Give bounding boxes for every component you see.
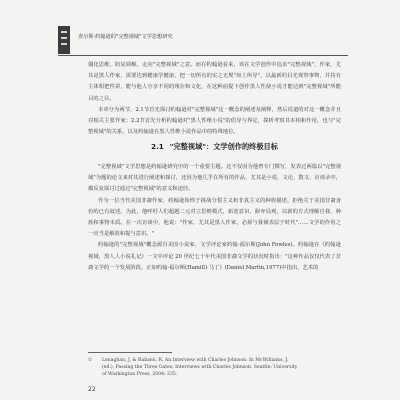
paragraph: 僵化思维，防复调解，走向"完整视域"之意。而在约翰逊看来，该在文学创作中追求"完整视域"，作家，尤其是黑人作家，需要达到健康学健康，把一切所有的实之无规"如上所导"，以最新的目光观察事物，并持有主体相把性讲，能与他人分享不同的残存和文化，在这种前提下创作黑人性使小说才能达到"完整视域"所能目的之目。 — [88, 62, 341, 102]
footnote-mark: ① — [88, 358, 93, 363]
footnote-rule — [88, 352, 172, 353]
header-rule — [58, 55, 348, 56]
chapter-tab-marker — [58, 26, 70, 54]
paragraph: "完整视域"文学思想是约翰逊研究中的一个重要主题。这不仅因为他曾专门撰写，发表过两篇以"完整视域"为题的论文来对其进行阐述和探讨，还因为他几乎在所有的作品，尤其是小说、文论、散文、访谈录中，都反复探讨过通过"完整视域"的意义和途径。 — [88, 164, 341, 193]
footnote-line: Lenaghan, J. & Rabaloi, R. An Interview with Charles Johnson. In McWilliams, J. — [102, 358, 289, 363]
footnote-line: (ed.), Passing the Three Gates, Interviews with Charles Johnson. Seattle: University — [102, 365, 298, 370]
section-heading — [88, 142, 341, 152]
intro-text — [88, 60, 341, 138]
paragraph: 作为一位当代美国非裔作家，约翰逊始终于挑战分裂主义和非真主义的种族描述，拒绝关于美国非裔身份的已有叙述。为此，他呼吁人们超越二元对立思维模式，拓宽意识，摒弃局观，以新的方式理解自我、种族和事物本质。在一次访谈中，他说："作家，尤其是黑人作家，必须与我倾表层于时代"……文学的作用之一应当是解放和提与意识。" — [88, 197, 341, 238]
footnote-line: of Washington Press, 2004: 235. — [102, 372, 178, 377]
section-title: "完整视域"：文学创作的终极目标 — [169, 142, 278, 151]
running-head: 查尔斯·约翰逊的"完整视域"文学思想研究 — [78, 34, 173, 40]
page-number: 22 — [88, 386, 96, 393]
paragraph: 约翰逊的"完整视域"概念源自美国小说家、文学评论家约翰·福尔斯(John Fowles)。约翰逊在《约翰逊视域，黑人人小说礼记》一文中评论 20 世纪七十年代美国非裔文学的状况时指出："这种作品仅仅代表了非裔文学的一个发展阶段，正如约翰·福尔斯(Hamill)·马丁》(Daniel Martin,1977)中指出，艺术的 — [88, 242, 341, 271]
section-body — [88, 162, 341, 274]
section-number: 2.1 — [151, 142, 164, 151]
paragraph: 本章分为两节，2.1节首先探讨约翰逊对"完整视域"这一概念的阐述及阐释，然后说道的对这一概念并且对相关主要作家；2.2节首先分析约翰逊对"黑人性维小说"的倡导与界定，探析考察其本相和作用，也与"完整视域"的关系，以及约翰逊在黑人性维小说作品中的特殊地位。 — [88, 106, 341, 136]
footnote — [88, 357, 341, 378]
